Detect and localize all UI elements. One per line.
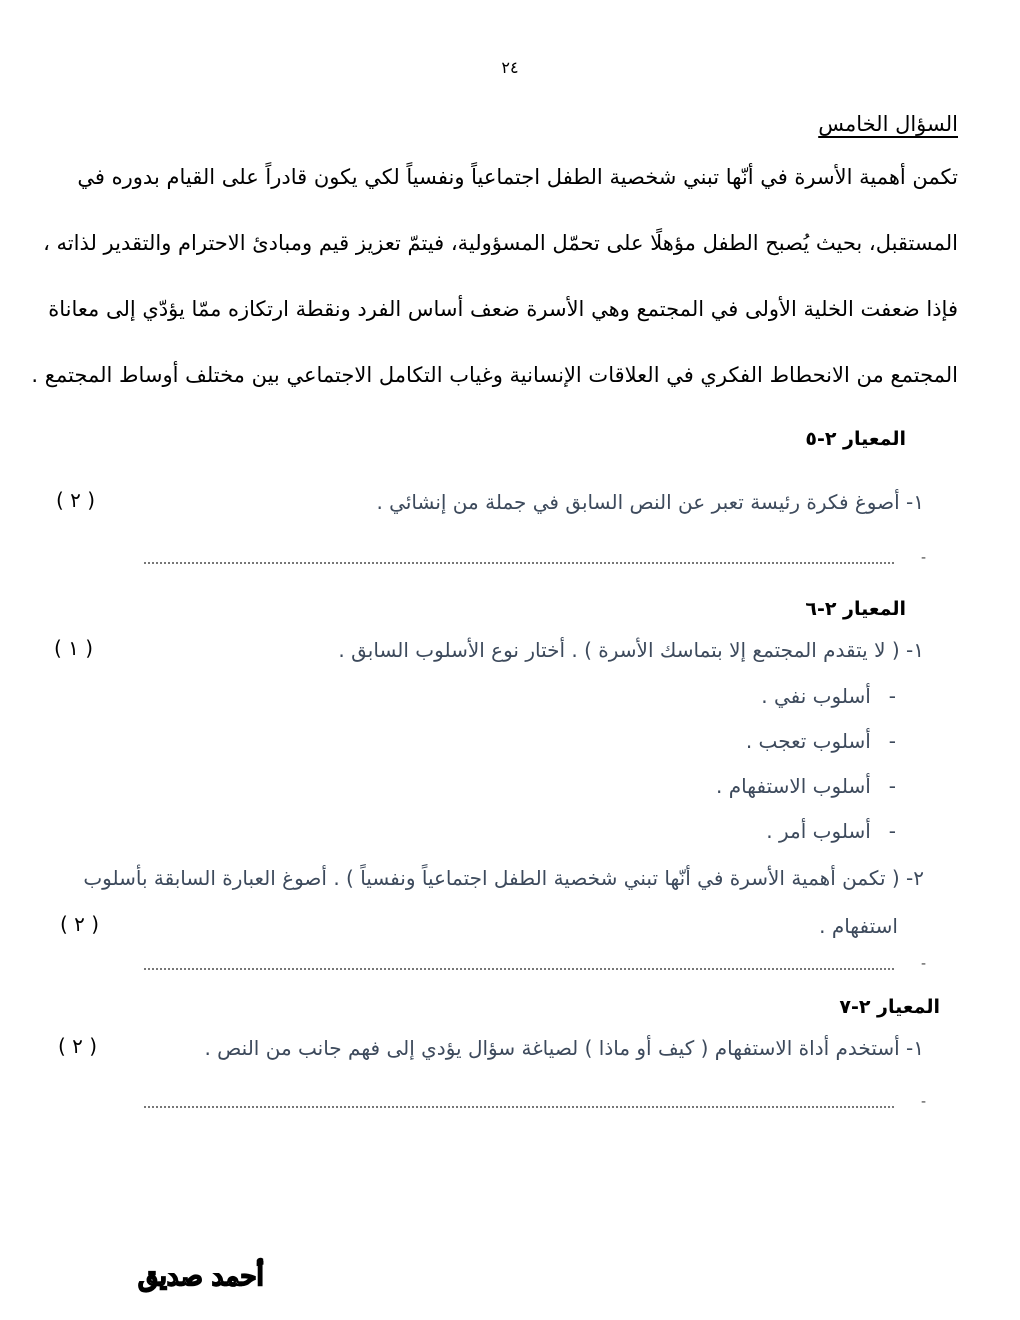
question-mark-score: ( ١ ) — [54, 636, 94, 660]
question-mark-score: ( ٢ ) — [60, 912, 100, 936]
option-label: أسلوب الاستفهام . — [716, 774, 871, 798]
question-text: ١- أصوغ فكرة رئيسة تعبر عن النص السابق في جملة من إنشائي . — [376, 490, 924, 514]
answer-dash: - — [920, 1094, 926, 1110]
standard-label: المعيار ٢-٥ — [805, 428, 906, 450]
answer-line[interactable] — [144, 968, 894, 970]
option-label: أسلوب تعجب . — [745, 729, 871, 753]
option-bullet: - — [888, 774, 896, 798]
paragraph-line: المستقبل، بحيث يُصبح الطفل مؤهلًا على تحمّل المسؤولية، فيتمّ تعزيز قيم ومبادئ الاحترام والتقدير لذاته ، — [43, 231, 958, 255]
author-signature: أحمد صديق — [138, 1262, 264, 1292]
question-mark-score: ( ٢ ) — [58, 1034, 98, 1058]
question-text: ١- أستخدم أداة الاستفهام ( كيف أو ماذا ) لصياغة سؤال يؤدي إلى فهم جانب من النص . — [204, 1036, 924, 1060]
answer-line[interactable] — [144, 562, 894, 564]
standard-label: المعيار ٢-٧ — [839, 996, 940, 1018]
paragraph-line: تكمن أهمية الأسرة في أنّها تبني شخصية الطفل اجتماعياً ونفسياً لكي يكون قادراً على القيام بدوره في — [77, 165, 958, 189]
page-number: ٢٤ — [501, 58, 519, 77]
section-heading: السؤال الخامس — [818, 112, 958, 136]
question-text-continued: استفهام . — [819, 914, 898, 938]
paragraph-line: المجتمع من الانحطاط الفكري في العلاقات الإنسانية وغياب التكامل الاجتماعي بين مختلف أوساط المجتمع . — [31, 363, 958, 387]
option-item[interactable] — [716, 774, 896, 798]
option-label: أسلوب أمر . — [766, 819, 871, 843]
question-text: ١- ( لا يتقدم المجتمع إلا بتماسك الأسرة ) . أختار نوع الأسلوب السابق . — [338, 638, 924, 662]
option-bullet: - — [888, 729, 896, 753]
question-mark-score: ( ٢ ) — [56, 488, 96, 512]
option-label: أسلوب نفي . — [761, 684, 871, 708]
standard-label: المعيار ٢-٦ — [805, 598, 906, 620]
paragraph-line: فإذا ضعفت الخلية الأولى في المجتمع وهي الأسرة ضعف أساس الفرد ونقطة ارتكازه ممّا يؤدّي إلى معاناة — [48, 297, 958, 321]
option-item[interactable] — [761, 684, 896, 708]
option-item[interactable] — [746, 729, 896, 753]
question-text: ٢- ( تكمن أهمية الأسرة في أنّها تبني شخصية الطفل اجتماعياً ونفسياً ) . أصوغ العبارة السابقة بأسلوب — [83, 866, 924, 890]
answer-line[interactable] — [144, 1106, 894, 1108]
answer-dash: - — [920, 956, 926, 972]
option-bullet: - — [888, 819, 896, 843]
option-item[interactable] — [766, 819, 896, 843]
option-bullet: - — [888, 684, 896, 708]
answer-dash: - — [920, 550, 926, 566]
